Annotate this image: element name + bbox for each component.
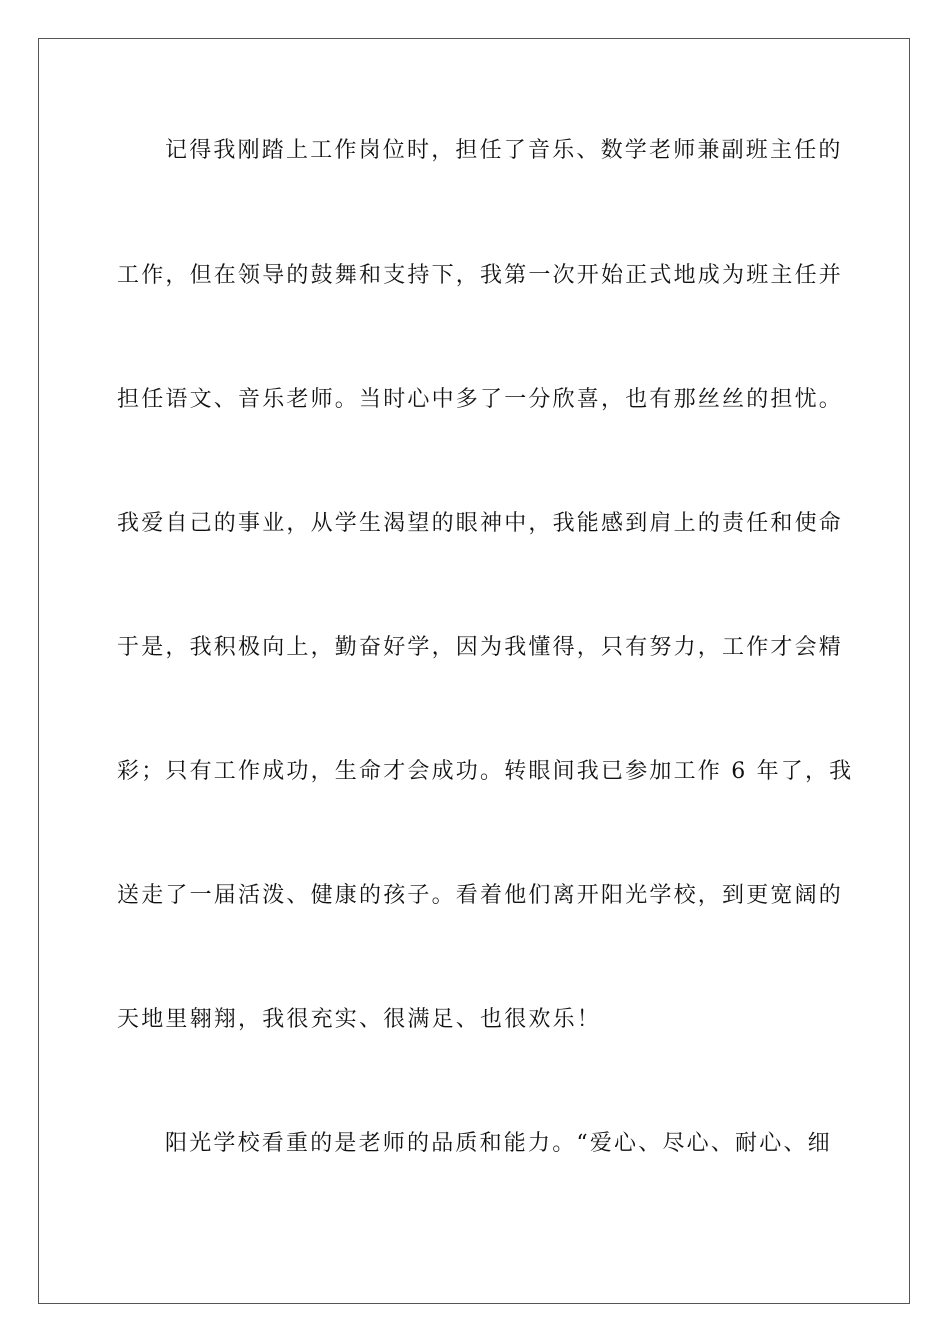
paragraph-line-8: 天地里翱翔，我很充实、很满足、也很欢乐！ (117, 1007, 602, 1032)
paragraph-line-2: 工作，但在领导的鼓舞和支持下，我第一次开始正式地成为班主任并 (117, 263, 844, 288)
paragraph-line-7: 送走了一届活泼、健康的孩子。看着他们离开阳光学校，到更宽阔的 (117, 883, 844, 908)
paragraph-line-6: 彩；只有工作成功，生命才会成功。转眼间我已参加工作 6 年了，我 (117, 759, 854, 784)
paragraph-line-3: 担任语文、音乐老师。当时心中多了一分欣喜，也有那丝丝的担忧。 (117, 387, 844, 412)
paragraph-line-4: 我爱自己的事业，从学生渴望的眼神中，我能感到肩上的责任和使命 (117, 511, 844, 536)
page-border (38, 38, 910, 1304)
paragraph-line-9: 阳光学校看重的是老师的品质和能力。“爱心、尽心、耐心、细 (165, 1131, 832, 1156)
paragraph-line-1: 记得我刚踏上工作岗位时，担任了音乐、数学老师兼副班主任的 (165, 138, 843, 163)
paragraph-line-5: 于是，我积极向上，勤奋好学，因为我懂得，只有努力，工作才会精 (117, 635, 844, 660)
